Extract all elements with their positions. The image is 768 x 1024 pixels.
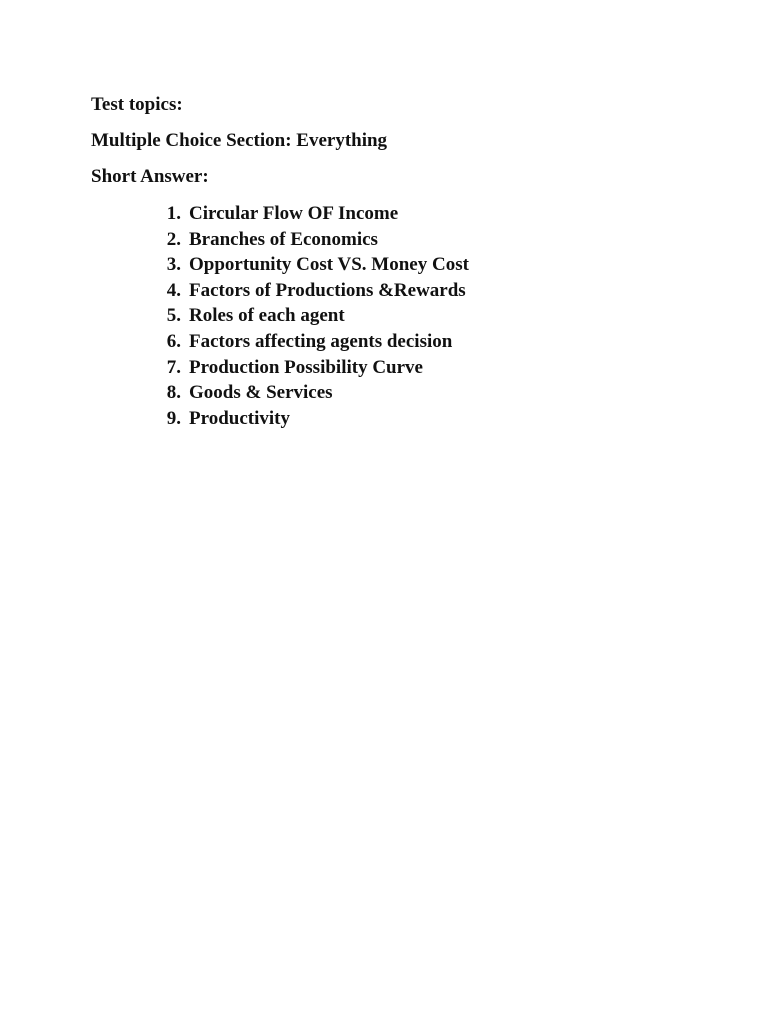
list-item — [157, 252, 691, 278]
list-item-text: Opportunity Cost VS. Money Cost — [189, 254, 469, 276]
list-item — [157, 227, 691, 253]
list-item-number: 7. — [166, 356, 181, 378]
list-item-text: Roles of each agent — [189, 305, 345, 327]
short-answer-topic-list — [91, 201, 691, 431]
list-item-text: Production Possibility Curve — [189, 356, 423, 378]
multiple-choice-line: Multiple Choice Section: Everything — [91, 130, 388, 151]
list-item-text: Factors of Productions &Rewards — [189, 279, 466, 301]
list-item — [157, 380, 691, 406]
list-item-number: 3. — [166, 254, 181, 276]
list-item-number: 8. — [166, 382, 181, 404]
list-item-text: Goods & Services — [189, 382, 333, 404]
list-item-number: 4. — [166, 279, 181, 301]
list-item — [157, 355, 691, 381]
list-item-text: Productivity — [189, 407, 290, 429]
list-item-text: Factors affecting agents decision — [189, 330, 453, 352]
list-item — [157, 406, 691, 432]
list-item — [157, 201, 691, 227]
list-item-text: Circular Flow OF Income — [189, 203, 399, 224]
list-item-number: 6. — [166, 330, 181, 352]
short-answer-label: Short Answer: — [91, 166, 209, 187]
list-item — [157, 303, 691, 329]
list-item-text: Branches of Economics — [189, 228, 378, 250]
list-item-number: 1. — [166, 203, 181, 224]
list-item-number: 2. — [166, 228, 181, 250]
test-topics-heading: Test topics: — [91, 94, 183, 115]
list-item — [157, 329, 691, 355]
list-item-number: 5. — [166, 305, 181, 327]
document-body — [91, 93, 691, 431]
list-item — [157, 278, 691, 304]
list-item-number: 9. — [166, 407, 181, 429]
